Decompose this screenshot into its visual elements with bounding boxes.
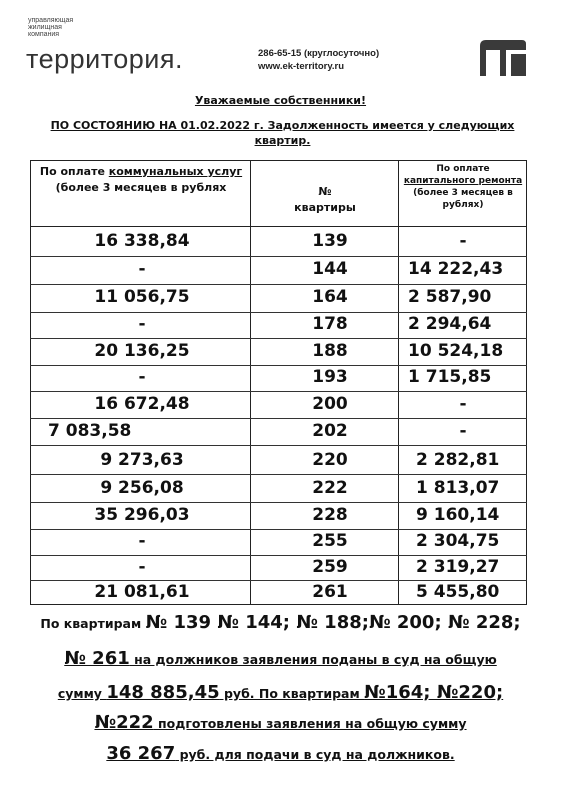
repair-debt-cell: 2 319,27 xyxy=(416,557,500,577)
repair-debt-cell: 2 587,90 xyxy=(408,287,492,307)
footer-line-4-a: №222 xyxy=(94,712,154,733)
footer-line-3-c: руб. По квартирам xyxy=(219,686,365,701)
brand-logo-icon xyxy=(478,38,528,78)
utilities-debt-cell: 9 273,63 xyxy=(100,450,184,470)
company-type-line-1: управляющая xyxy=(28,17,74,24)
apartment-number-cell: 188 xyxy=(312,341,348,361)
header-utilities-part-2: коммунальных услуг xyxy=(108,165,243,178)
repair-debt-cell: - xyxy=(459,394,467,414)
apartment-number-cell: 255 xyxy=(312,531,348,551)
header-repair-part-2: капитального ремонта xyxy=(403,176,523,186)
repair-debt-cell: 14 222,43 xyxy=(408,259,504,279)
header-repair-part-3: (более 3 месяцев в рублях) xyxy=(413,188,513,210)
utilities-debt-cell: - xyxy=(138,367,146,387)
footer-line-5-a: 36 267 xyxy=(106,743,176,764)
greeting-heading: Уважаемые собственники! xyxy=(194,94,367,107)
utilities-debt-cell: - xyxy=(138,259,146,279)
repair-debt-cell: 10 524,18 xyxy=(408,341,504,361)
repair-debt-cell: 1 715,85 xyxy=(408,367,492,387)
contacts-block xyxy=(258,47,379,73)
table-header-divider xyxy=(30,226,527,227)
header-apartment-line-2: квартиры xyxy=(294,201,356,214)
footer-line-3-d: №164; №220; xyxy=(364,682,504,703)
company-type-line-2: жилищная xyxy=(28,24,62,31)
utilities-debt-cell: - xyxy=(138,557,146,577)
utilities-debt-cell: 16 338,84 xyxy=(94,231,190,251)
footer-line-4-b: подготовлены заявления на общую сумму xyxy=(153,716,467,731)
apartment-number-cell: 228 xyxy=(312,505,348,525)
utilities-debt-cell: 21 081,61 xyxy=(94,582,190,602)
company-type-label xyxy=(28,17,73,38)
footer-line-4 xyxy=(20,712,541,733)
utilities-debt-cell: 20 136,25 xyxy=(94,341,190,361)
utilities-debt-cell: 11 056,75 xyxy=(94,287,190,307)
header-repair-line-1: По оплате xyxy=(436,164,490,174)
footer-line-1 xyxy=(20,612,541,633)
repair-debt-cell: 2 282,81 xyxy=(416,450,500,470)
header-utilities-part-3: (более 3 месяцев в рублях xyxy=(55,181,227,194)
header-utilities-part-1: По оплате xyxy=(39,165,109,178)
apartment-number-cell: 259 xyxy=(312,557,348,577)
footer-line-2-b: на должников заявления поданы в суд на общую xyxy=(129,652,497,667)
repair-debt-cell: 1 813,07 xyxy=(416,478,500,498)
footer-line-3-b: 148 885,45 xyxy=(106,682,220,703)
utilities-debt-cell: - xyxy=(138,314,146,334)
notice-subtitle: ПО СОСТОЯНИЮ НА 01.02.2022 г. Задолженность имеется у следующих квартир. xyxy=(50,119,515,147)
footer-line-5-b: руб. для подачи в суд на должников. xyxy=(175,747,455,762)
apartment-number-cell: 144 xyxy=(312,259,348,279)
repair-debt-cell: 2 304,75 xyxy=(416,531,500,551)
footer-line-1-b: № 139 № 144; № 188;№ 200; № 228; xyxy=(145,612,521,633)
header-utilities xyxy=(34,164,248,196)
repair-debt-cell: 5 455,80 xyxy=(416,582,500,602)
apartment-number-cell: 193 xyxy=(312,367,348,387)
apartment-number-cell: 164 xyxy=(312,287,348,307)
apartment-number-cell: 200 xyxy=(312,394,348,414)
utilities-debt-cell: - xyxy=(138,531,146,551)
utilities-debt-cell: 16 672,48 xyxy=(94,394,190,414)
header-repair xyxy=(400,163,526,211)
company-name: территория. xyxy=(26,44,183,74)
footer-line-3-a: сумму xyxy=(57,686,107,701)
header-apartment-line-1: № xyxy=(318,185,332,198)
repair-debt-cell: 9 160,14 xyxy=(416,505,500,525)
company-type-line-3: компания xyxy=(28,31,60,38)
footer-line-2-a: № 261 xyxy=(64,648,130,669)
utilities-debt-cell: 9 256,08 xyxy=(100,478,184,498)
apartment-number-cell: 178 xyxy=(312,314,348,334)
phone-number: 286-65-15 (круглосуточно) xyxy=(258,48,380,59)
footer-line-5 xyxy=(20,743,541,764)
apartment-number-cell: 261 xyxy=(312,582,348,602)
repair-debt-cell: - xyxy=(459,421,467,441)
utilities-debt-cell: 7 083,58 xyxy=(48,421,132,441)
repair-debt-cell: - xyxy=(459,231,467,251)
footer-line-3 xyxy=(20,682,541,703)
footer-line-1-a: По квартирам xyxy=(40,616,146,631)
apartment-number-cell: 202 xyxy=(312,421,348,441)
apartment-number-cell: 220 xyxy=(312,450,348,470)
header-apartment xyxy=(252,184,398,216)
website-url: www.ek-territory.ru xyxy=(258,61,345,72)
repair-debt-cell: 2 294,64 xyxy=(408,314,492,334)
utilities-debt-cell: 35 296,03 xyxy=(94,505,190,525)
apartment-number-cell: 139 xyxy=(312,231,348,251)
row-divider xyxy=(30,445,527,446)
apartment-number-cell: 222 xyxy=(312,478,348,498)
footer-line-2 xyxy=(20,648,541,669)
